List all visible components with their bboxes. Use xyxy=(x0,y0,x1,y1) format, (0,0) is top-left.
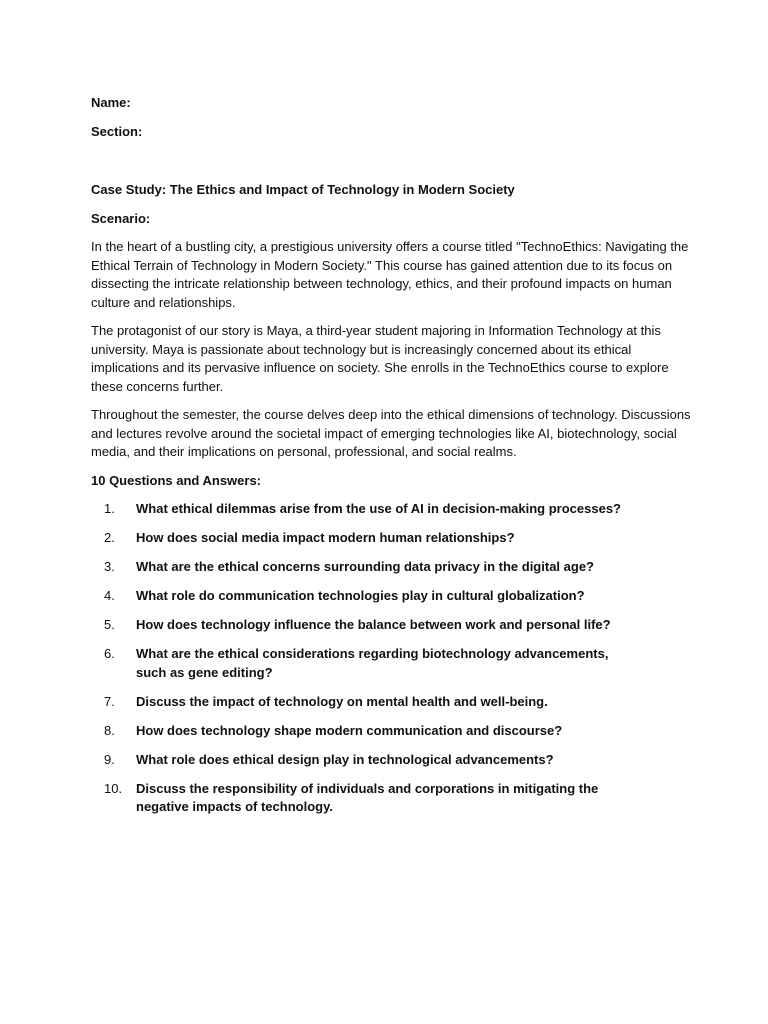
question-number: 2. xyxy=(104,530,115,545)
question-item xyxy=(91,500,691,519)
question-text: How does social media impact modern human relationships? xyxy=(136,530,515,545)
question-item xyxy=(91,616,691,635)
question-text: Discuss the impact of technology on mental health and well-being. xyxy=(136,693,548,709)
question-item xyxy=(91,529,691,548)
question-number: 7. xyxy=(104,693,115,709)
question-number: 3. xyxy=(104,559,115,574)
questions-list xyxy=(91,500,691,817)
question-text: How does technology influence the balance between work and personal life? xyxy=(136,617,611,632)
question-text: What are the ethical concerns surrounding data privacy in the digital age? xyxy=(136,559,594,574)
name-field-label: Name: xyxy=(91,95,131,110)
question-item xyxy=(91,693,691,712)
question-text: What role do communication technologies play in cultural globalization? xyxy=(136,588,585,603)
question-number: 8. xyxy=(104,722,115,738)
question-number: 4. xyxy=(104,588,115,603)
question-number: 9. xyxy=(104,751,115,767)
question-number: 5. xyxy=(104,617,115,632)
scenario-paragraph-2: The protagonist of our story is Maya, a third-year student majoring in Information Technology at this university. Maya is passionate about technology but is increasingly concerned about its ethical implications and its pervasive influence on society. She enrolls in the TechnoEthics course to explore these concerns further. xyxy=(91,323,669,394)
question-item xyxy=(91,645,691,682)
case-study-title: Case Study: The Ethics and Impact of Technology in Modern Society xyxy=(91,182,515,197)
question-text: What ethical dilemmas arise from the use of AI in decision-making processes? xyxy=(136,501,621,516)
question-number: 6. xyxy=(104,646,115,661)
question-text: What are the ethical considerations regarding biotechnology advancements, such as gene editing? xyxy=(136,646,609,680)
section-field-label: Section: xyxy=(91,123,143,139)
question-text: What role does ethical design play in technological advancements? xyxy=(136,751,554,767)
question-item xyxy=(91,780,691,817)
question-item xyxy=(91,587,691,606)
questions-heading: 10 Questions and Answers: xyxy=(91,472,262,488)
question-number: 1. xyxy=(104,501,115,516)
question-text: Discuss the responsibility of individuals and corporations in mitigating the negative impacts of technology. xyxy=(136,780,599,814)
scenario-paragraph-1: In the heart of a bustling city, a prestigious university offers a course titled "TechnoEthics: Navigating the Ethical Terrain of Technology in Modern Society." This course has gained attention due to its focus on dissecting the intricate relationship between technology, ethics, and their profound impacts on human culture and relationships. xyxy=(91,239,689,310)
question-item xyxy=(91,722,691,741)
scenario-paragraph-3: Throughout the semester, the course delves deep into the ethical dimensions of technology. Discussions and lectures revolve around the societal impact of emerging technologies like AI, biotechnology, social media, and their implications on personal, professional, and social realms. xyxy=(91,407,691,459)
question-item xyxy=(91,751,691,770)
question-number: 10. xyxy=(104,780,123,796)
question-text: How does technology shape modern communication and discourse? xyxy=(136,722,563,738)
question-item xyxy=(91,558,691,577)
document-content xyxy=(91,94,691,827)
scenario-heading: Scenario: xyxy=(91,210,151,226)
